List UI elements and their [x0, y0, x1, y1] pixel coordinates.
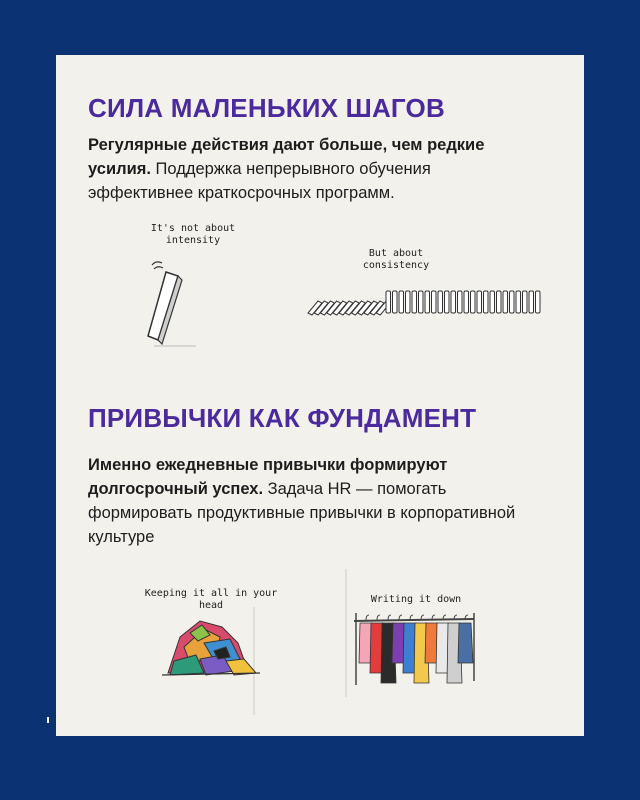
- writing-caption: Writing it down: [370, 594, 462, 605]
- standing-domino: [484, 291, 489, 313]
- standing-domino: [523, 291, 528, 313]
- edge-mark: [47, 717, 49, 723]
- section-title-small-steps: СИЛА МАЛЕНЬКИХ ШАГОВ: [88, 93, 445, 123]
- content-card: [56, 55, 584, 736]
- section-text-habits: [88, 453, 518, 549]
- standing-domino: [445, 291, 450, 313]
- standing-domino: [516, 291, 521, 313]
- standing-domino: [464, 291, 469, 313]
- clothes-pile-illustration: [160, 607, 270, 717]
- standing-domino: [432, 291, 437, 313]
- standing-domino: [477, 291, 482, 313]
- hanger-hook: [388, 615, 391, 620]
- standing-domino: [536, 291, 541, 313]
- hanger-hook: [366, 615, 369, 620]
- standing-domino: [510, 291, 515, 313]
- standing-domino: [451, 291, 456, 313]
- section-body-small-steps: Поддержка непрерывного обучения эффективнее краткосрочных программ.: [88, 160, 431, 202]
- standing-domino: [399, 291, 404, 313]
- section-bold-small-steps: Регулярные действия дают больше, чем редкие усилия.: [88, 136, 485, 178]
- standing-domino: [438, 291, 443, 313]
- hanging-garment: [458, 623, 473, 663]
- standing-domino: [412, 291, 417, 313]
- domino-row-illustration: [304, 285, 544, 319]
- clothes-rack-illustration: [342, 569, 482, 699]
- standing-domino: [458, 291, 463, 313]
- standing-domino: [425, 291, 430, 313]
- standing-domino: [497, 291, 502, 313]
- standing-domino: [503, 291, 508, 313]
- standing-domino: [406, 291, 411, 313]
- intensity-caption: It's not about intensity: [150, 223, 236, 246]
- standing-domino: [393, 291, 398, 313]
- hanger-hook: [377, 615, 380, 620]
- section-text-small-steps: [88, 133, 528, 205]
- head-caption: Keeping it all in your head: [144, 588, 278, 611]
- section-title-habits: ПРИВЫЧКИ КАК ФУНДАМЕНТ: [88, 403, 477, 433]
- standing-domino: [529, 291, 534, 313]
- consistency-caption: But about consistency: [362, 248, 430, 271]
- section-bold-habits: Именно ежедневные привычки формируют долгосрочный успех.: [88, 456, 448, 498]
- standing-domino: [386, 291, 391, 313]
- section-body-habits: Задача HR — помогать формировать продуктивные привычки в корпоративной культуре: [88, 480, 516, 546]
- standing-domino: [419, 291, 424, 313]
- standing-domino: [490, 291, 495, 313]
- standing-domino: [471, 291, 476, 313]
- falling-domino-illustration: [144, 260, 204, 352]
